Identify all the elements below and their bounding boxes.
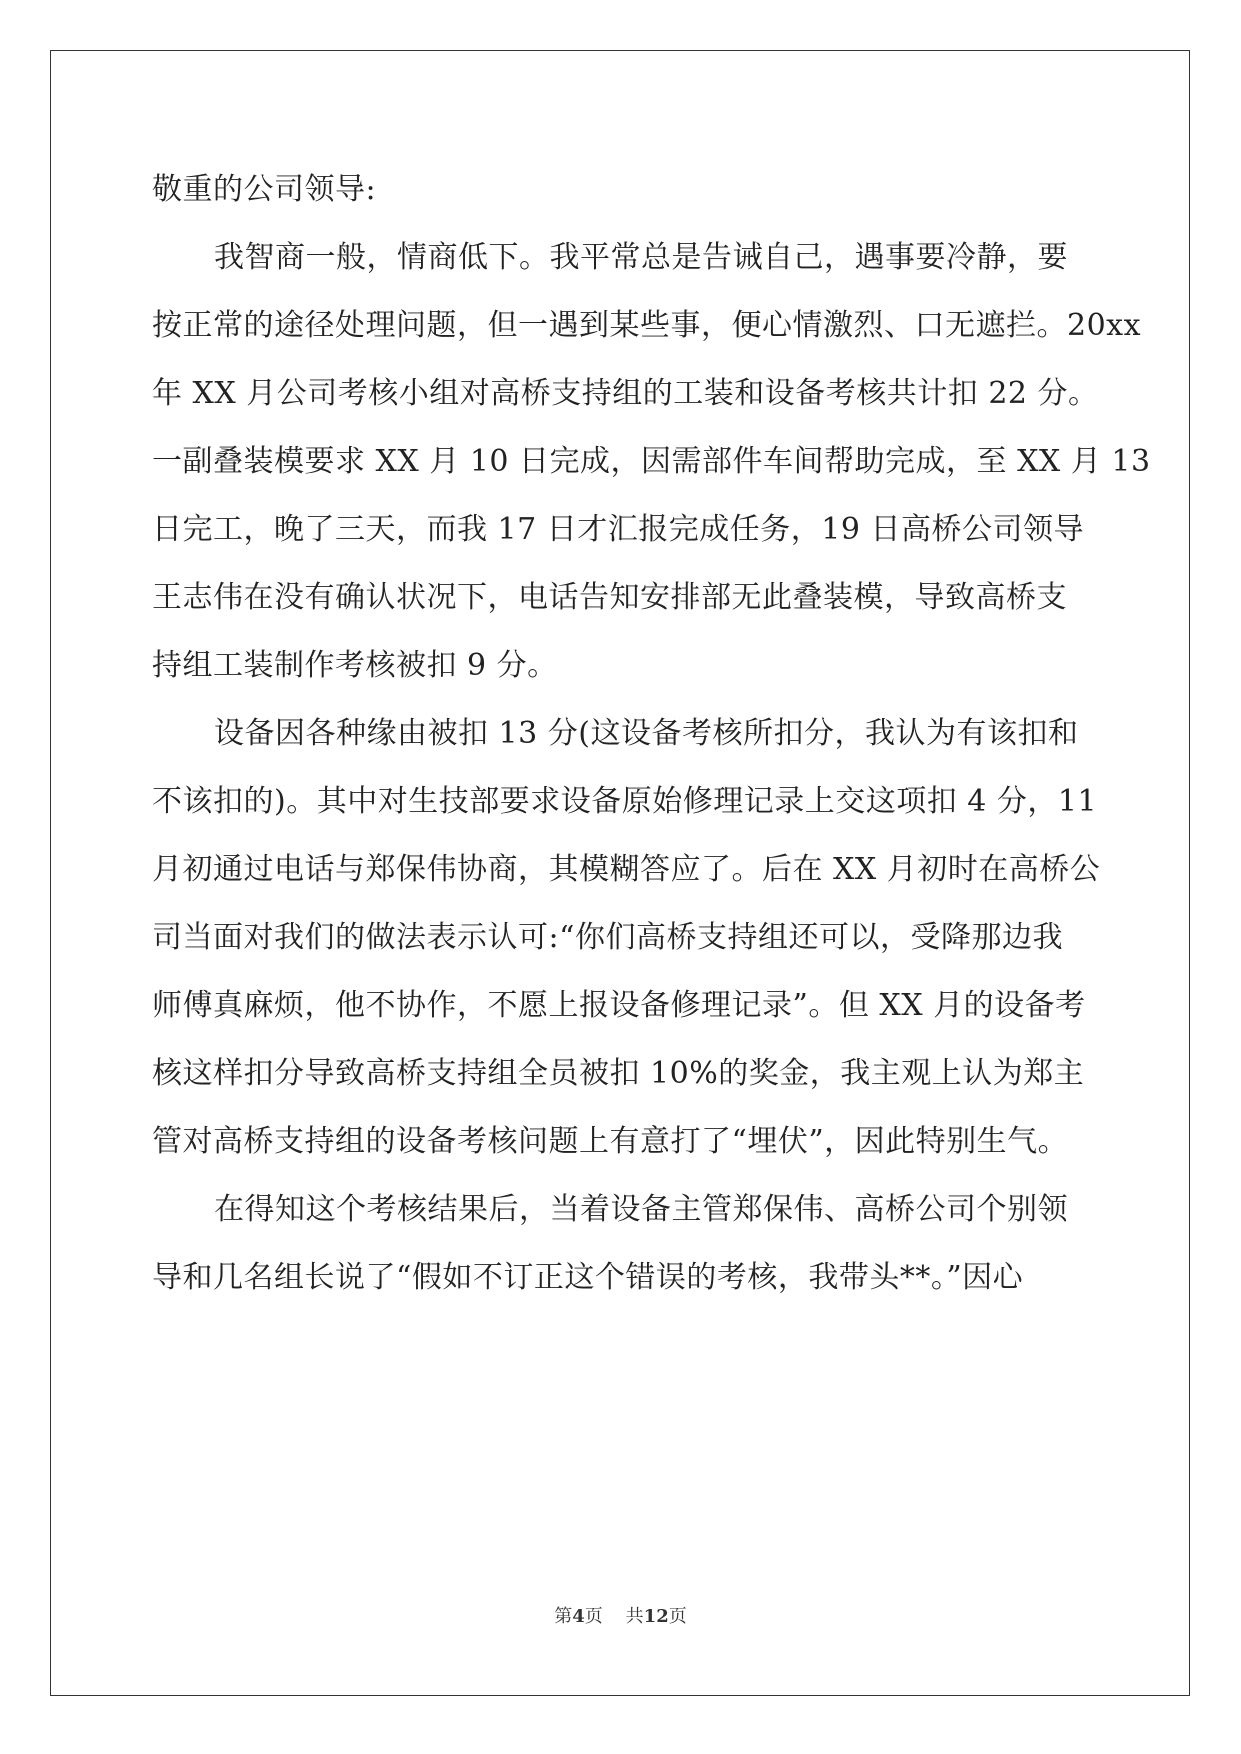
document-body xyxy=(152,156,1151,1312)
paragraph-line: 持组工装制作考核被扣 9 分。 xyxy=(152,648,558,683)
paragraph-line: 管对高桥支持组的设备考核问题上有意打了“埋伏”，因此特别生气。 xyxy=(152,1124,1069,1159)
footer-page-suffix: 页 xyxy=(584,1606,603,1627)
page-number: 4 xyxy=(572,1606,585,1627)
page-footer xyxy=(0,1602,1241,1628)
paragraph-line: 月初通过电话与郑保伟协商，其模糊答应了。后在 XX 月初时在高桥公 xyxy=(152,852,1101,887)
paragraph-line: 王志伟在没有确认状况下，电话告知安排部无此叠装模，导致高桥支 xyxy=(152,580,1067,615)
footer-total-suffix: 页 xyxy=(668,1606,687,1627)
paragraph-line: 年 XX 月公司考核小组对高桥支持组的工装和设备考核共计扣 22 分。 xyxy=(152,376,1099,411)
paragraph-line: 我智商一般，情商低下。我平常总是告诫自己，遇事要冷静，要 xyxy=(214,240,1068,275)
total-pages: 12 xyxy=(643,1606,669,1627)
paragraph-line: 一副叠装模要求 XX 月 10 日完成，因需部件车间帮助完成，至 XX 月 13 xyxy=(152,444,1151,479)
paragraph-line: 导和几名组长说了“假如不订正这个错误的考核，我带头**。”因心 xyxy=(152,1260,1024,1295)
paragraph-line: 司当面对我们的做法表示认可:“你们高桥支持组还可以，受降那边我 xyxy=(152,920,1063,955)
salutation-line: 敬重的公司领导: xyxy=(152,172,377,207)
paragraph-line: 核这样扣分导致高桥支持组全员被扣 10%的奖金，我主观上认为郑主 xyxy=(152,1056,1085,1091)
paragraph-line: 不该扣的)。其中对生技部要求设备原始修理记录上交这项扣 4 分，11 xyxy=(152,784,1098,819)
footer-total-prefix: 共 xyxy=(625,1606,644,1627)
paragraph-line: 设备因各种缘由被扣 13 分(这设备考核所扣分，我认为有该扣和 xyxy=(214,716,1079,751)
paragraph-line: 在得知这个考核结果后，当着设备主管郑保伟、高桥公司个别领 xyxy=(214,1192,1068,1227)
paragraph-line: 按正常的途径处理问题，但一遇到某些事，便心情激烈、口无遮拦。20xx xyxy=(152,308,1142,343)
paragraph-line: 师傅真麻烦，他不协作，不愿上报设备修理记录”。但 XX 月的设备考 xyxy=(152,988,1086,1023)
paragraph-line: 日完工，晚了三天，而我 17 日才汇报完成任务，19 日高桥公司领导 xyxy=(152,512,1084,547)
footer-prefix: 第 xyxy=(554,1606,573,1627)
